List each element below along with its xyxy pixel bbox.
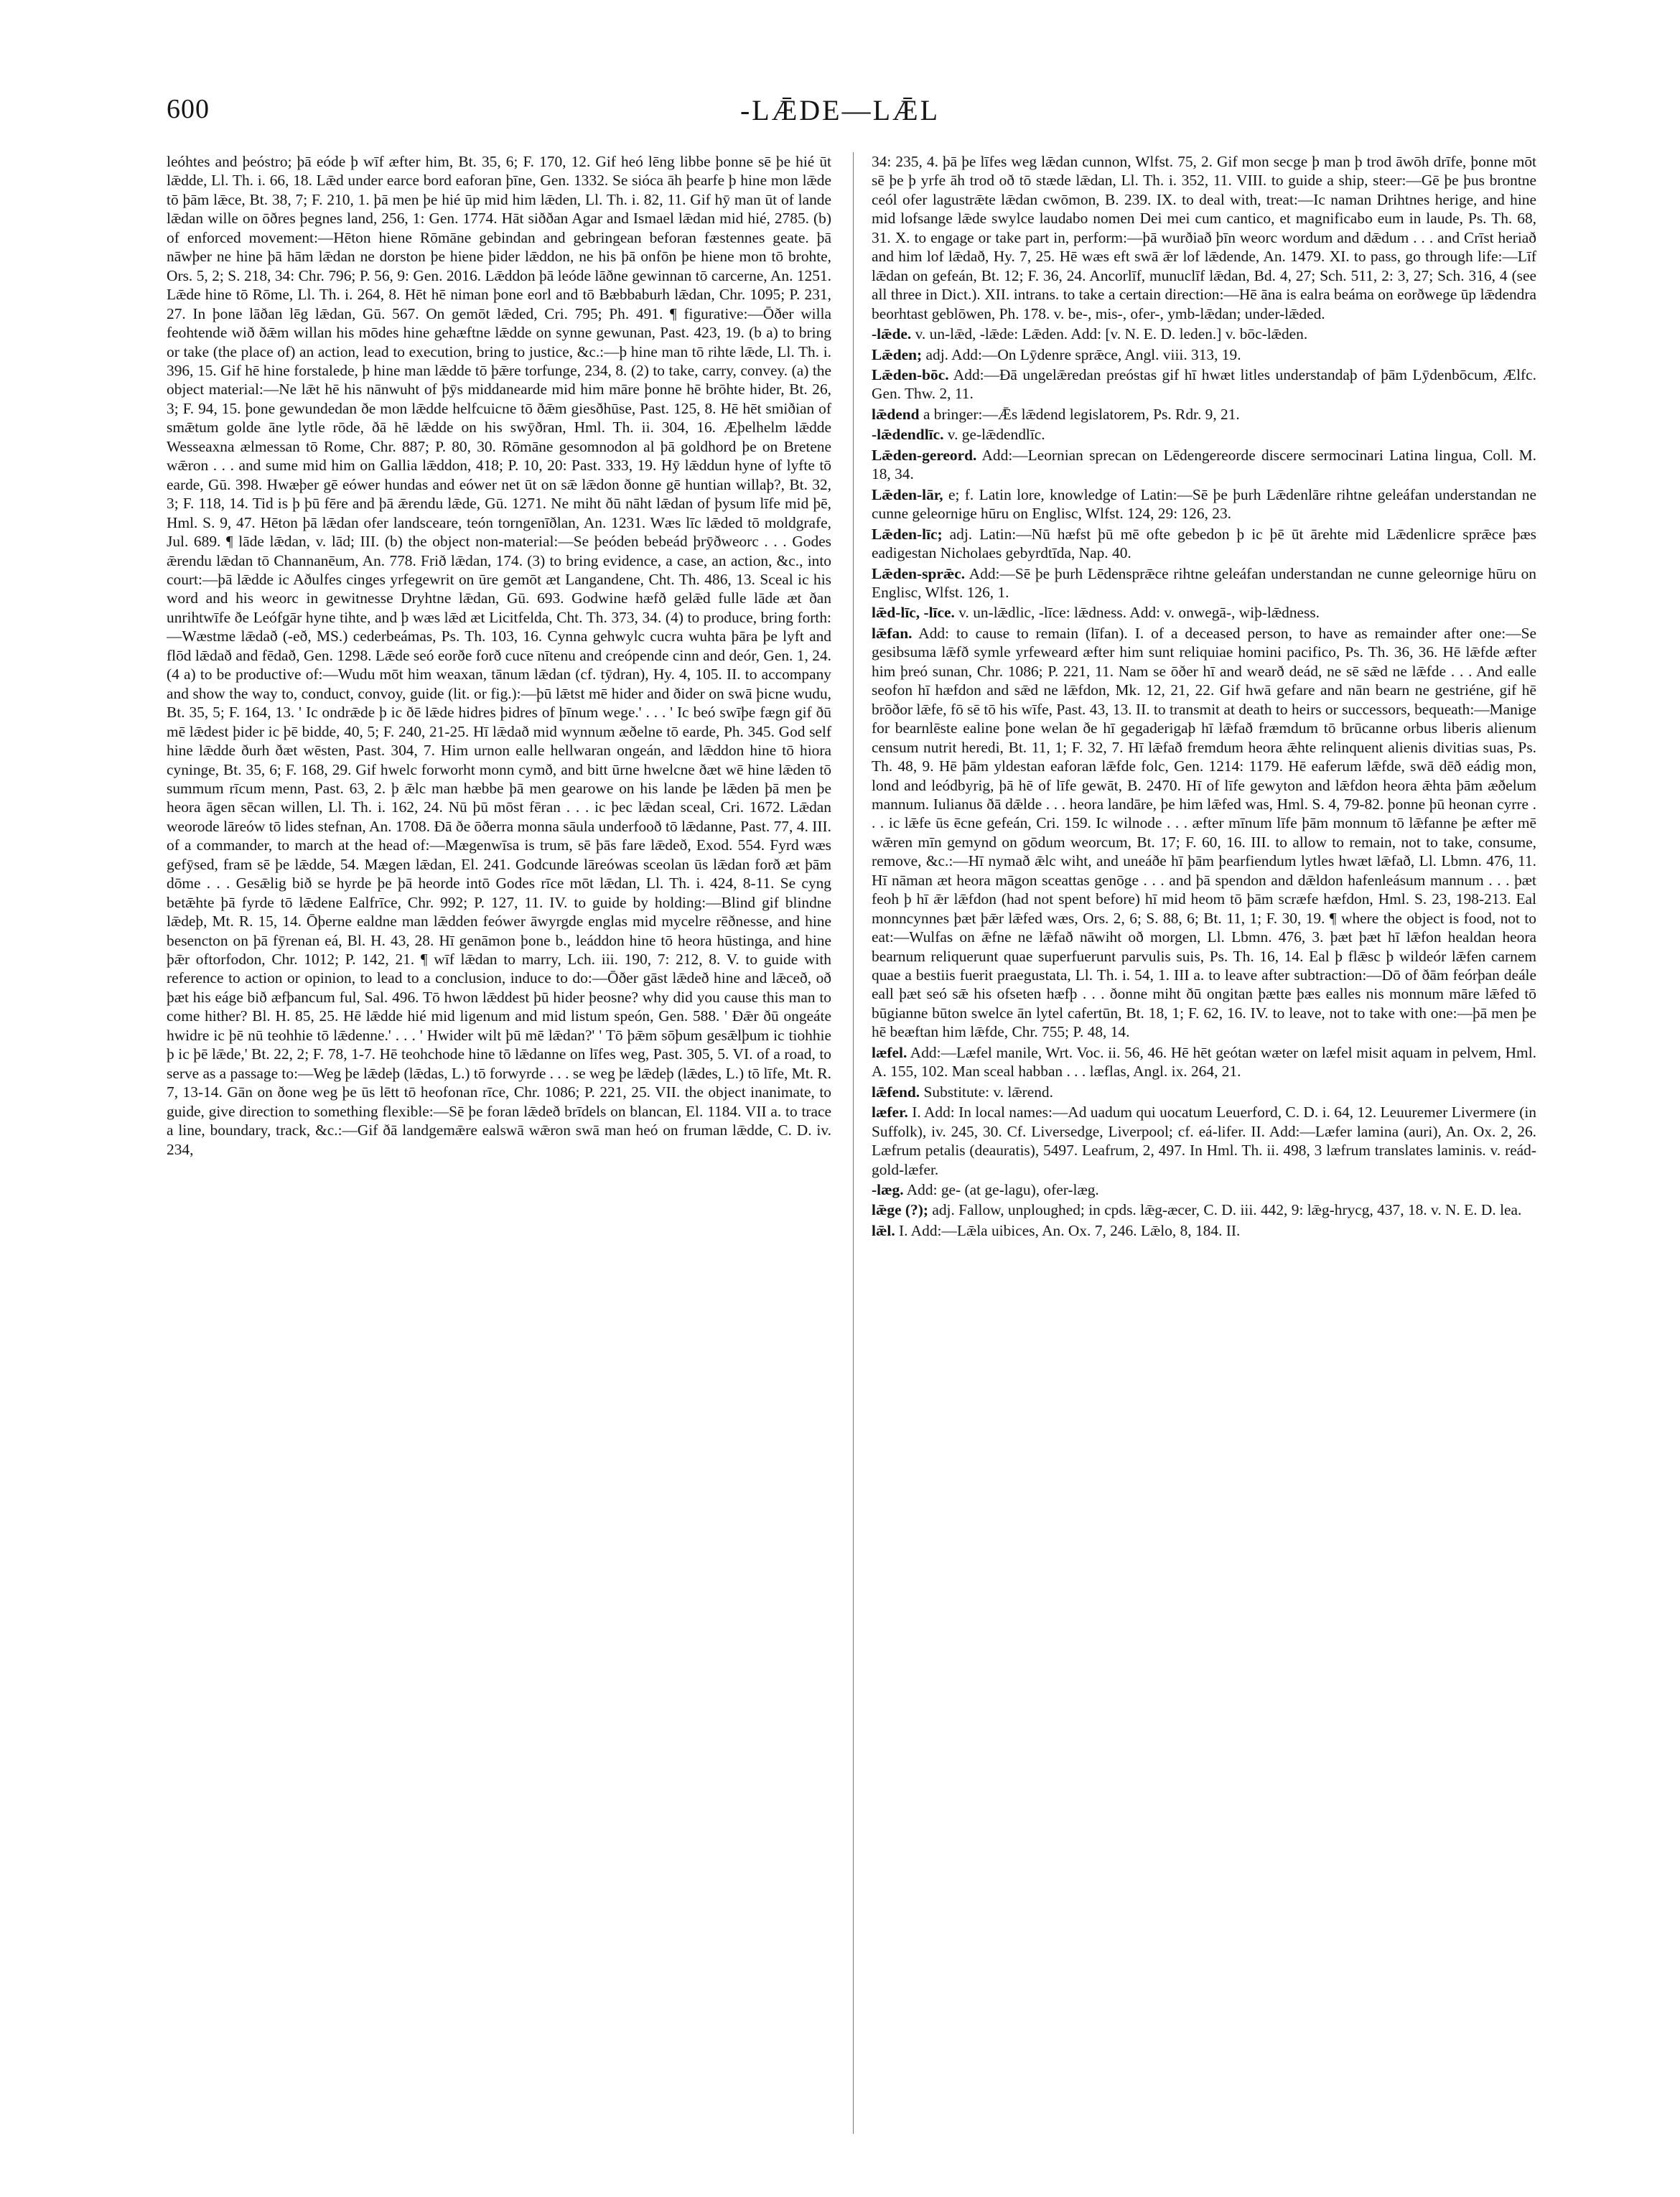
entry-text: Add:—Leornian sprecan on Lēdengereorde discere sermocinari Latina lingua, Coll. M. 18, 34. (872, 446, 1536, 483)
left-column (167, 152, 831, 2134)
column-divider (853, 152, 854, 2134)
dictionary-entry (167, 152, 831, 1159)
entry-text: I. Add:—Lǣla uibices, An. Ox. 7, 246. Lǣlo, 8, 184. II. (899, 1221, 1241, 1239)
entry-text: e; f. Latin lore, knowledge of Latin:—Sē þe þurh Lǣdenlāre rihtne geleáfan understandan ne cunne geleornige hūru on Englisc, Wlfst. 124, 29: 126, 23. (872, 485, 1536, 523)
entry-headword: Lǣden-gereord. (872, 446, 977, 464)
entry-headword: Lǣden-sprǣc. (872, 564, 966, 582)
entry-headword: Lǣden-bōc. (872, 365, 949, 383)
dictionary-entry (872, 425, 1536, 444)
entry-text: Add:—Sē þe þurh Lēdensprǣce rihtne geleáfan understandan ne cunne geleornige hūru on Englisc, Wlfst. 126, 1. (872, 564, 1536, 601)
entry-text: leóhtes and þeóstro; þā eóde þ wīf æfter him, Bt. 35, 6; F. 170, 12. Gif heó lēng libbe þonne sē þe hié ūt lǣdde, Ll. Th. i. 66, 18. Lǣd under earce bord eaforan þīne, Gen. 1332. Se sióca āh þearfe þ hine mon lǣde tō þām lǣce, Bt. 38, 7; F. 210, 1. þā men þe hié ūp mid him lǣden, Ll. Th. i. 82, 11. Gif hȳ man ūt of lande lǣdan wille on ōðres þegnes land, 256, 1: Gen. 1774. Hāt siððan Agar and Ismael lǣdan mid hié, 2785. (b) of enforced movement:—Hēton hiene Rōmāne gebindan and gebringean beforan fæstennes geate. þā nāwþer ne hine þā hām lǣdan ne dorston þe hiene þider lǣddon, ne his þā onfōn þe hiene mon tō brohte, Ors. 5, 2; S. 218, 34: Chr. 796; P. 56, 9: Gen. 2016. Lǣddon þā leóde lāðne gewinnan tō carcerne, An. 1251. Lǣde hine tō Rōme, Ll. Th. i. 264, 8. Hēt hē niman þone eorl and tō Bæbbaburh lǣdan, Chr. 1095; P. 231, 27. In þone lāðan lēg lǣdan, Gū. 567. On gemōt lǣded, Cri. 795; Ph. 491. ¶ figurative:—Ōðer willa feohtende wið ðǣm willan his mōdes hine gehæftne lǣdde on synne gewunan, Past. 423, 19. (b a) to bring or take (the place of) an action, lead to execution, bring to justice, &c.:—þ hine man tō rihte lǣde, Ll. Th. i. 396, 15. Gif hē hine forstalede, þ hine man lǣdde tō þǣre torfunge, 234, 8. (2) to take, carry, convey. (a) the object material:—Ne lǣt hē his nānwuht of þȳs middanearde mid him māre þonne hē brōhte hider, Bt. 26, 3; F. 94, 15. þone gewundedan ðe mon lǣdde helfcuicne tō ðǣm giesðhūse, Past. 125, 8. Hē hēt smiðian of smǣtum golde āne lytle rōde, ðā hē lǣdde on his swȳðran, Hml. Th. ii. 304, 16. Æþelhelm lǣdde Wesseaxna ælmessan tō Rome, Chr. 887; P. 80, 30. Rōmāne gesomnodon al þā goldhord þe on Bretene wǣron . . . and sume mid him on Gallia lǣddon, 418; P. 10, 20: Past. 333, 19. Hȳ lǣddun hyne of lyfte tō earde, Gū. 398. Hwæþer gē eówer hundas and eówer net ūt on sǣ lǣdon ðonne gē huntian willaþ?, Bt. 32, 3; F. 118, 14. Tid is þ þū fēre and þā ǣrendu lǣde, Gū. 1271. Ne miht ðū nāht lǣdan of þysum līfe mid þē, Hml. S. 9, 47. Hēton þā lǣdan ofer landsceare, teón torngenīðlan, An. 1231. Wæs līc lǣded tō moldgrafe, Jul. 689. ¶ lāde lǣdan, v. lād; III. (b) the object non-material:—Se þeóden bebeád þrȳðweorc . . . Godes ǣrendu lǣdan tō Channanēum, An. 778. Frið lǣdan, 174. (3) to bring evidence, a case, an action, &c., into court:—þā lǣdde ic Aðulfes cinges yrfegewrit on ūre gemōt æt Langandene, Cht. Th. 486, 13. Sceal ic his word and his weorc in gewitnesse Dryhtne lǣdan, Gū. 693. Godwine hæfð gelǣd fulle lāde æt ðan unrihtwīfe ðe Leófgār hyne tihte, and þ wæs lǣd æt Licitfelda, Cht. Th. 373, 34. (4) to produce, bring forth:—Wæstme lǣdað (-eð, MS.) cederbeámas, Ps. Th. 103, 16. Cynna gehwylc cucra wuhta þāra þe lyft and flōd lǣdað and fēdað, Gen. 1298. Lǣde seó eorðe forð cuce nītenu and creópende cinn and deór, Gen. 1, 24. (4 a) to be productive of:—Wudu mōt him weaxan, tānum lǣdan (cf. tȳdran), Hy. 4, 105. II. to accompany and show the way to, conduct, convoy, guide (lit. or fig.):—þū lǣtst mē hider and ðider on swā þicne wudu, Bt. 35, 5; F. 164, 13. ' Ic ondrǣde þ ic ðē lǣde hidres þidres of þīnum wege.' . . . ' Ic beó swīþe fægn gif ðū mē lǣdest þider ic þē bidde, 40, 5; F. 240, 21-25. Hī lǣdað mid wynnum æðelne tō earde, Ph. 345. God self hine lǣdde ðurh ðæt wēsten, Past. 304, 7. Him urnon ealle hellwaran ongeán, and lǣddon hine tō hiora cyninge, Bt. 35, 6; F. 168, 29. Gif hwelc forworht monn cymð, and bitt ūrne hwelcne ðæt wē hine lǣden tō summum rīcum menn, Past. 63, 2. þ ǣlc man hæbbe þā men gearowe on his lande þe lǣden þā men þe heora āgen sēcan willen, Ll. Th. i. 162, 24. Nū þū mōst fēran . . . ic þec lǣdan sceal, Cri. 1672. Lǣdan weorode lāreów tō lides stefnan, An. 1708. Ðā ðe ōðerra monna sāula underfooð tō lǣdanne, Past. 77, 4. III. of a commander, to march at the head of:—Mægenwīsa is trum, sē þās fare lǣdeð, Exod. 554. Fyrd wæs gefȳsed, fram sē þe lǣdde, 54. Mægen lǣdan, El. 241. Godcunde lāreówas sceolan ūs lǣdan forð æt þām dōme . . . Gesǣlig bið se hyrde þe þā heorde intō Godes rīce mōt lǣdan, Ll. Th. i. 424, 8-11. Se cyng betǣhte þā fyrde tō lǣdene Ealfrīce, Chr. 992; P. 127, 11. IV. to guide by holding:—Blind gif blindne lǣdeþ, Mt. R. 15, 14. Ōþerne ealdne man lǣdden feówer āwyrgde englas mid mycelre rēðnesse, and hine besencton on þā fȳrenan eá, Bl. H. 43, 28. Hī genāmon þone b., leáddon hine tō heora hūstinga, and hine þǣr oftorfodon, Chr. 1012; P. 142, 21. ¶ wīf lǣdan to marry, Lch. iii. 190, 7: 212, 8. V. to guide with reference to action or opinion, to lead to a conclusion, induce to do:—Ōðer gāst lǣdeð hine and lǣceð, oð þæt his eáge bið æfþancum ful, Sal. 496. Tō hwon lǣddest þū hider þeosne? why did you cause this man to come hither? Bl. H. 85, 25. Hē lǣdde hié mid ligenum and mid listum speón, Gen. 588. ' Ðǣr ðū ongeáte hwidre ic þē nū teohhie tō lǣdenne.' . . . ' Hwider wilt þū mē lǣdan?' ' Tō þǣm sōþum gesǣlþum ic tiohhie þ ic þē lǣde,' Bt. 22, 2; F. 78, 1-7. Hē teohchode hine tō lǣdanne on līfes weg, Past. 305, 5. VI. of a road, to serve as a passage to:—Weg þe lǣdeþ (lǣdas, L.) tō forwyrde . . . se weg þe lǣdeþ (lǣdes, L.) tō līfe, Mt. R. 7, 13-14. Gān on ðone weg þe ūs lētt tō heofonan rīce, Chr. 1086; P. 221, 25. VII. the object inanimate, to guide, give direction to something flexible:—Sē þe foran lǣdeð brīdels on blancan, El. 1184. VII a. to trace a line, boundary, track, &c.:—Gif ðā landgemǣre ealswā wǣron swā man heó on fruman lǣdde, C. D. iv. 234, (167, 153, 831, 1158)
entry-text: v. un-lǣd, -lǣde: Lǣden. Add: [v. N. E. D. leden.] v. bōc-lǣden. (915, 325, 1308, 343)
running-head: -LǢDE—LǢL (739, 94, 941, 126)
dictionary-entry (872, 1180, 1536, 1199)
entry-headword: -lǣde. (872, 325, 912, 343)
right-column (872, 152, 1536, 2134)
entry-headword: lǣd-līc, -līce. (872, 604, 955, 622)
dictionary-entry (872, 446, 1536, 484)
entry-headword: lǣge (?); (872, 1201, 928, 1219)
entry-text: v. un-lǣdlic, -līce: lǣdness. Add: v. onwegā-, wiþ-lǣdness. (958, 604, 1320, 622)
dictionary-entry (872, 564, 1536, 602)
entry-headword: -lǣdendlīc. (872, 426, 944, 444)
page-number: 600 (167, 94, 210, 124)
entry-text: Add: to cause to remain (līfan). I. of a deceased person, to have as remainder after one:—Se gesibsuma lǣfð symle yrfeweard æfter him sunt reliquiae homini pacifico, Ps. Th. 36, 36. Hē lǣfde æfter him þreó sunan, Chr. 1086; P. 221, 11. Nam se ōðer hī and wearð deád, ne sē sǣd ne lǣfde . . . And ealle seofon hī hæfdon and sǣd ne lǣfdon, Mk. 12, 21, 22. Gif hwā gefare and nān bearn ne gestriéne, gif hē brōðor lǣfe, fō sē tō his wīfe, Past. 43, 13. II. to transmit at death to heirs or successors, bequeath:—Manige for bearnlēste ealine þone welan ðe hī gegaderigaþ hī lǣfað fræmdum tō brūcanne orbus liberis alienum censum nutrit heredi, Bt. 11, 1; F. 32, 7. Hī lǣfað fremdum heora ǣhte relinquent alienis divitias suas, Ps. Th. 48, 9. Hē þām yldestan eaforan lǣfde folc, Gen. 1214: 1179. Hē eaferum lǣfde, swā dēð eádig mon, lond and leódbyrig, þā hē of līfe gewāt, B. 2470. Hī of līfe gewyton and lǣfdon heora ǣhta þām æðelum mannum. Iulianus ðā dǣlde . . . heora landāre, þe him lǣfed was, Hml. S. 4, 79-82. þonne þū heonan cyrre . . . ic lǣfe ūs ēcne gefeán, Cri. 159. Ic wilnode . . . æfter mīnum līfe þām monnum tō lǣfanne þe æfter mē wǣren mīn gemynd on gōdum weorcum, Bt. 17; F. 60, 16. III. to allow to remain, not to take, consume, remove, &c.:—Hī nymað ǣlc wiht, and uneáðe hī þām þearfiendum lytles hwæt lǣfað, Ll. Lbmn. 476, 11. Hī nāman æt heora māgon sceattas genōge . . . and þā spendon and dǣldon hafenleásum mannum . . . þæt feoh þ hī ǣr lǣfdon (had not spent before) hī mid heom tō þām scræfe hæfdon, Hml. S. 23, 198-213. Eal monncynnes þæt þǣr lǣfed wæs, Ors. 2, 6; S. 88, 6; Bt. 11, 1; F. 30, 19. ¶ where the object is food, not to eat:—Wulfas on ǣfne ne lǣfað nāwiht oð morgen, Ll. Lbmn. 476, 3. þæt þæt hī lǣfon healdan heora bearnum reliquerunt quae superfuerunt parvulis suis, Ps. Th. 16, 14. Eal þ flǣsc þ wildeór lǣfen carnem quae a bestiis fuerit praegustata, Ll. Th. i. 54, 1. III a. to leave after subtraction:—Dō of ðām feórþan deále eall þæt seó sǣ his ofseten hæfþ . . . ðonne miht ðū ongitan þætte þæs ealles nis monnum māre lǣfed tō būgianne būton swelce ān lytel cafertūn, Bt. 18, 1; F. 62, 16. IV. to leave, not to take with one:—þā men þe hē beæftan him lǣfde, Chr. 755; P. 48, 14. (872, 624, 1536, 1041)
entry-text: adj. Fallow, unploughed; in cpds. lǣg-æcer, C. D. iii. 442, 9: lǣg-hrycg, 437, 18. v. N. E. D. lea. (932, 1201, 1522, 1219)
dictionary-entry (872, 1043, 1536, 1081)
dictionary-entry (872, 525, 1536, 563)
dictionary-entry (872, 1200, 1536, 1219)
dictionary-entry (872, 624, 1536, 1042)
entry-headword: Lǣden-lār, (872, 485, 943, 503)
dictionary-entry (872, 345, 1536, 364)
entry-headword: lǣdend (872, 405, 920, 423)
entry-headword: Lǣden-līc; (872, 525, 943, 543)
dictionary-entry (872, 365, 1536, 404)
dictionary-entry (872, 1103, 1536, 1179)
entry-headword: Lǣden; (872, 345, 923, 363)
dictionary-entry (872, 603, 1536, 622)
entry-headword: læfer. (872, 1104, 908, 1121)
entry-text: a bringer:—Ǣs lǣdend legislatorem, Ps. Rdr. 9, 21. (923, 405, 1240, 423)
entry-headword: lǣfan. (872, 624, 913, 642)
entry-text: adj. Latin:—Nū hæfst þū mē ofte gebedon þ ic þē ūt ārehte mid Lǣdenlicre sprǣce þæs eadigestan Nicholaes gebyrdtīda, Nap. 40. (872, 525, 1536, 562)
entry-text: adj. Add:—On Lȳdenre sprǣce, Angl. viii. 313, 19. (925, 345, 1241, 363)
dictionary-entry (872, 405, 1536, 424)
entry-text: 34: 235, 4. þā þe līfes weg lǣdan cunnon, Wlfst. 75, 2. Gif mon secge þ man þ trod āwōh drīfe, þonne mōt sē þe þ yrfe āh trod oð tō stæde lǣdan, Ll. Th. i. 352, 11. VIII. to guide a ship, steer:—Gē þe þus brontne ceól ofer lagustrǣte lǣdan cwōmon, B. 239. IX. to deal with, treat:—Ic naman Drihtnes herige, and hine mid lofsange lǣde swylce laudabo nomen Dei mei cum cantico, et magnificabo eum in laude, Ps. Th. 68, 31. X. to engage or take part in, perform:—þā wurðiað þīn weorc wordum and dǣdum . . . and Crīst heriað and him lof lǣdað, Hy. 7, 25. Hē wæs eft swā ǣr lof lǣdende, An. 1479. XI. to pass, go through life:—Līf lǣdan on gefeán, Bt. 12; F. 36, 24. Ancorlīf, munuclīf lǣdan, Bd. 4, 27; Sch. 511, 2: 3, 27; Sch. 316, 4 (see all three in Dict.). XII. intrans. to take a certain direction:—Hē āna is ealra beáma on eorðwege ūp lǣdendra beorhtast geblōwen, Ph. 178. v. be-, mis-, ofer-, ymb-lǣdan; under-lǣded. (872, 153, 1536, 322)
page-header (167, 93, 1513, 136)
dictionary-entry (872, 1083, 1536, 1101)
entry-text: Add:—Læfel manile, Wrt. Voc. ii. 56, 46. Hē hēt geótan wæter on læfel misit aquam in pelvem, Hml. A. 155, 102. Man sceal habban . . . læflas, Angl. ix. 264, 21. (872, 1043, 1536, 1081)
entry-headword: lǣfend. (872, 1083, 920, 1101)
entry-text: I. Add: In local names:—Ad uadum qui uocatum Leuerford, C. D. i. 64, 12. Leuuremer Livermere (in Suffolk), iv. 245, 30. Cf. Liversedge, Liverpool; cf. eá-lifer. II. Add:—Læfer lamina (auri), An. Ox. 2, 26. Læfrum petalis (deauratis), 5497. Leafrum, 2, 497. In Hml. Th. ii. 498, 3 læfrum translates laminis. v. reád-gold-læfer. (872, 1104, 1536, 1178)
entry-text: Add: ge- (at ge-lagu), ofer-læg. (906, 1181, 1099, 1199)
entry-text: v. ge-lǣdendlīc. (947, 426, 1045, 444)
entry-headword: lǣl. (872, 1221, 895, 1239)
entry-text: Substitute: v. lǣrend. (923, 1083, 1053, 1101)
dictionary-entry (872, 152, 1536, 323)
entry-headword: læfel. (872, 1043, 907, 1061)
dictionary-entry (872, 485, 1536, 523)
dictionary-entry (872, 325, 1536, 343)
dictionary-entry (872, 1221, 1536, 1240)
entry-headword: -læg. (872, 1181, 904, 1199)
entry-text: Add:—Ðā ungelǣredan preóstas gif hī hwæt litles understandaþ of þām Lȳdenbōcum, Ælfc. Gen. Thw. 2, 11. (872, 365, 1536, 403)
